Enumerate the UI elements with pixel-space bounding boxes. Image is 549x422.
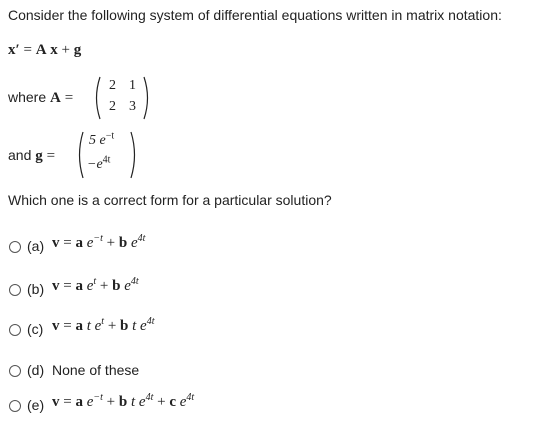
option-letter[interactable]: (a) bbox=[27, 238, 45, 254]
option-letter[interactable]: (b) bbox=[27, 281, 45, 297]
option-letter[interactable]: (e) bbox=[27, 397, 45, 413]
matrix-a-cell: 2 bbox=[109, 78, 116, 93]
option-formula[interactable]: v = a $e^{-t} + b$ t $e^{4t} + c$ $e^{4t}$ bbox=[52, 392, 195, 410]
option-radio[interactable] bbox=[9, 284, 21, 296]
x-symbol: x bbox=[50, 42, 58, 58]
matrix-a-cell: 2 bbox=[109, 99, 116, 114]
option-radio[interactable] bbox=[9, 241, 21, 253]
a-equals: = bbox=[64, 90, 74, 106]
matrix-a-cell: 3 bbox=[129, 99, 136, 114]
question-prompt: Which one is a correct form for a particular solution? bbox=[8, 192, 332, 208]
matrix-a-symbol: A bbox=[35, 42, 47, 58]
vector-g bbox=[75, 130, 139, 180]
matrix-a-brackets bbox=[92, 75, 152, 121]
option-formula[interactable]: None of these bbox=[52, 362, 140, 378]
system-equation bbox=[8, 42, 81, 59]
plus-sign: + bbox=[57, 42, 74, 58]
option-formula[interactable]: v = a $e^{-t} + b$ $e^{4t}$ bbox=[52, 233, 146, 251]
where-text: where bbox=[8, 89, 47, 105]
g-equals: = bbox=[46, 148, 56, 164]
and-g-label bbox=[8, 147, 55, 165]
where-a-label bbox=[8, 89, 73, 107]
g-symbol: g bbox=[73, 42, 82, 58]
option-radio[interactable] bbox=[9, 365, 21, 377]
option-formula[interactable]: v = a t $e^t + b$ t $e^{4t}$ bbox=[52, 316, 155, 334]
question-intro: Consider the following system of differential equations written in matrix notation: bbox=[8, 7, 502, 23]
vector-g-row1: 5 $e^{-t}$ bbox=[89, 130, 115, 148]
matrix-a bbox=[92, 75, 152, 121]
x-prime-symbol: x′ bbox=[8, 42, 20, 58]
option-radio[interactable] bbox=[9, 400, 21, 412]
option-letter[interactable]: (c) bbox=[27, 321, 44, 337]
vector-g-row2: $-e^{4t}$ bbox=[87, 154, 111, 172]
option-formula[interactable]: v = a $e^t + b$ $e^{4t}$ bbox=[52, 276, 139, 294]
matrix-a-cell: 1 bbox=[129, 78, 136, 93]
option-radio[interactable] bbox=[9, 324, 21, 336]
option-letter[interactable]: (d) bbox=[27, 362, 45, 378]
equals-sign: = bbox=[19, 42, 36, 58]
and-text: and bbox=[8, 147, 32, 163]
g-label: g bbox=[35, 148, 43, 164]
a-label: A bbox=[50, 90, 61, 106]
